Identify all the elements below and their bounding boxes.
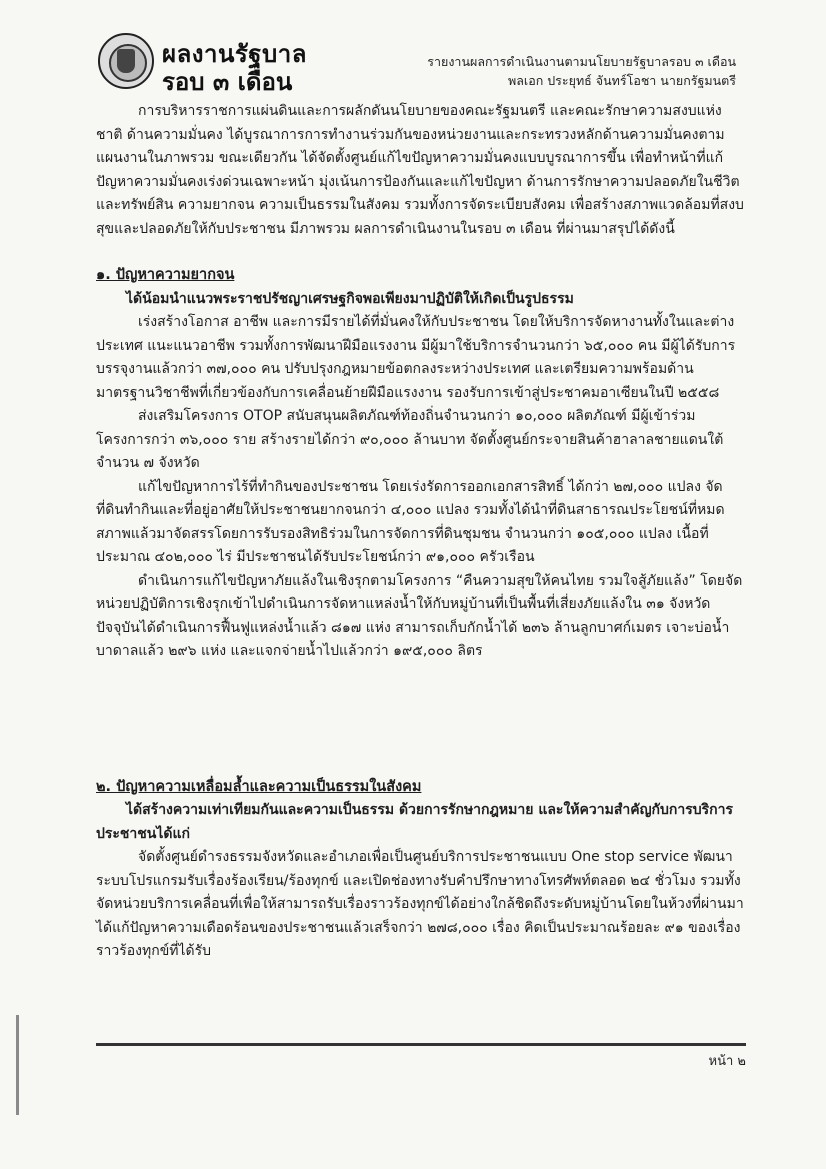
section-1-paragraph: ดำเนินการแก้ไขปัญหาภัยแล้งในเชิงรุกตามโครงการ “คืนความสุขให้คนไทย รวมใจสู้ภัยแล้ง” โดยจัดหน่วยปฏิบัติการเชิงรุกเข้าไปดำเนินการจัดหาแหล่งน้ำให้กับหมู่บ้านที่เป็นพื้นที่เสี่ยงภัยแล้งใน ๓๑ จังหวัด ปัจจุบันได้ดำเนินการฟื้นฟูแหล่งน้ำแล้ว ๘๑๗ แห่ง สามารถเก็บกักน้ำได้ ๒๓๖ ล้านลูกบาศก์เมตร เจาะบ่อน้ำบาดาลแล้ว ๒๙๖ แห่ง และแจกจ่ายน้ำไปแล้วกว่า ๑๙๕,๐๐๐ ลิตร [96,572,743,659]
report-header [427,52,736,90]
section-1-paragraph: ส่งเสริมโครงการ OTOP สนับสนุนผลิตภัณฑ์ท้องถิ่นจำนวนกว่า ๑๐,๐๐๐ ผลิตภัณฑ์ มีผู้เข้าร่วมโครงการกว่า ๓๖,๐๐๐ ราย สร้างรายได้กว่า ๙๐,๐๐๐ ล้านบาท จัดตั้งศูนย์กระจายสินค้าฮาลาลชายแดนใต้ จำนวน ๗ จังหวัด [96,408,724,471]
government-seal-logo [98,33,154,89]
footer-divider [96,1043,746,1046]
seal-emblem [117,49,135,73]
document-body [96,100,746,964]
scan-margin-mark [16,1015,19,1115]
section-2-subheading: ได้สร้างความเท่าเทียมกันและความเป็นธรรม ด้วยการรักษากฎหมาย และให้ความสำคัญกับการบริการประชาชนได้แก่ [96,802,734,842]
section-2-heading: ๒. ปัญหาความเหลื่อมล้ำและความเป็นธรรมในสังคม [96,778,422,795]
section-1-subheading: ได้น้อมนำแนวพระราชปรัชญาเศรษฐกิจพอเพียงมาปฏิบัติให้เกิดเป็นรูปธรรม [126,290,574,307]
section-1-heading: ๑. ปัญหาความยากจน [96,267,235,283]
report-author: พลเอก ประยุทธ์ จันทร์โอชา นายกรัฐมนตรี [508,73,736,88]
spacer [96,664,746,776]
section-2-paragraph: จัดตั้งศูนย์ดำรงธรรมจังหวัดและอำเภอเพื่อเป็นศูนย์บริการประชาชนแบบ One stop service พัฒนาระบบโปรแกรมรับเรื่องร้องเรียน/ร้องทุกข์ และเปิดช่องทางรับคำปรึกษาทางโทรศัพท์ตลอด ๒๔ ชั่วโมง รวมทั้งจัดหน่วยบริการเคลื่อนที่เพื่อให้สามารถรับเรื่องราวร้องทุกข์ได้อย่างใกล้ชิดถึงระดับหมู่บ้านโดยในห้วงที่ผ่านมาได้แก้ปัญหาความเดือดร้อนของประชาชนแล้วเสร็จกว่า ๒๗๘,๐๐๐ เรื่อง คิดเป็นประมาณร้อยละ ๙๑ ของเรื่องราวร้องทุกข์ที่ได้รับ [96,849,744,959]
page-number: หน้า ๒ [708,1054,746,1069]
spacer [96,241,746,264]
intro-paragraph: การบริหารราชการแผ่นดินและการผลักดันนโยบายของคณะรัฐมนตรี และคณะรักษาความสงบแห่งชาติ ด้านความมั่นคง ได้บูรณาการการทำงานร่วมกันของหน่วยงานและกระทรวงหลักด้านความมั่นคงตามแผนงานในภาพรวม ขณะเดียวกัน ได้จัดตั้งศูนย์แก้ไขปัญหาความมั่นคงแบบบูรณาการขึ้น เพื่อทำหน้าที่แก้ปัญหาความมั่นคงเร่งด่วนเฉพาะหน้า มุ่งเน้นการป้องกันและแก้ไขปัญหา ด้านการรักษาความปลอดภัยในชีวิตและทรัพย์สิน ความยากจน ความเป็นธรรมในสังคม รวมทั้งการจัดระเบียบสังคม เพื่อสร้างสภาพแวดล้อมที่สงบสุขและปลอดภัยให้กับประชาชน มีภาพรวม ผลการดำเนินงานในรอบ ๓ เดือน ที่ผ่านมาสรุปได้ดังนี้ [96,103,744,237]
brand-title: ผลงานรัฐบาล [162,40,307,68]
section-1-paragraph: เร่งสร้างโอกาส อาชีพ และการมีรายได้ที่มั่นคงให้กับประชาชน โดยให้บริการจัดหางานทั้งในและต่างประเทศ แนะแนวอาชีพ รวมทั้งการพัฒนาฝีมือแรงงาน มีผู้มาใช้บริการจำนวนกว่า ๖๕,๐๐๐ คน มีผู้ได้รับการบรรจุงานแล้วกว่า ๓๗,๐๐๐ คน ปรับปรุงกฎหมายข้อตกลงระหว่างประเทศ และเตรียมความพร้อมด้านมาตรฐานวิชาชีพที่เกี่ยวข้องกับการเคลื่อนย้ายฝีมือแรงงาน รองรับการเข้าสู่ประชาคมอาเซียนในปี ๒๕๕๘ [96,314,736,401]
section-1-paragraph: แก้ไขปัญหาการไร้ที่ทำกินของประชาชน โดยเร่งรัดการออกเอกสารสิทธิ์ ได้กว่า ๒๗,๐๐๐ แปลง จัดที่ดินทำกินและที่อยู่อาศัยให้ประชาชนยากจนกว่า ๔,๐๐๐ แปลง รวมทั้งได้นำที่ดินสาธารณประโยชน์ที่หมดสภาพแล้วมาจัดสรรโดยการรับรองสิทธิร่วมในการจัดการที่ดินชุมชน จำนวนกว่า ๑๐๕,๐๐๐ แปลง เนื้อที่ประมาณ ๔๐๒,๐๐๐ ไร่ มีประชาชนได้รับประโยชน์กว่า ๙๑,๐๐๐ ครัวเรือน [96,478,725,565]
report-title: รายงานผลการดำเนินงานตามนโยบายรัฐบาลรอบ ๓ เดือน [427,54,736,69]
brand-subtitle: รอบ ๓ เดือน [162,68,293,96]
